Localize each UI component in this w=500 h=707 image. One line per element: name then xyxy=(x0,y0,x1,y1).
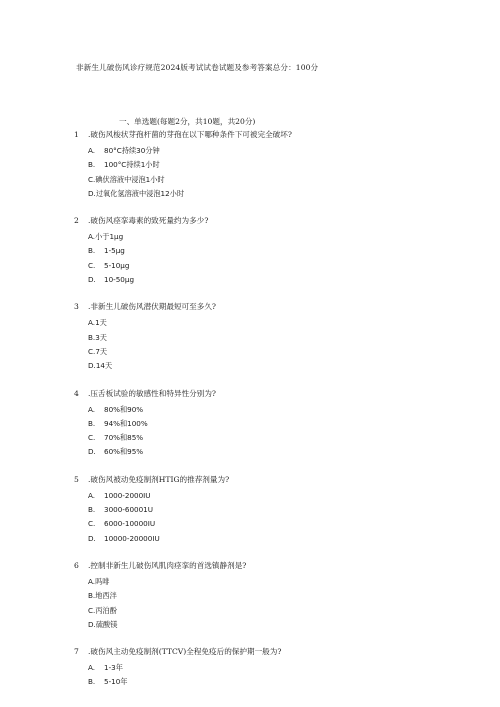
option-letter: C. xyxy=(88,174,96,184)
answer-option xyxy=(74,359,474,373)
option-letter: A. xyxy=(88,576,96,586)
option-list xyxy=(74,144,474,201)
question-stem xyxy=(74,388,474,400)
option-text: 3天 xyxy=(95,332,107,342)
question-stem xyxy=(74,129,474,141)
option-text: 小于1μg xyxy=(95,232,124,242)
answer-option xyxy=(74,331,474,345)
answer-option xyxy=(74,532,474,546)
question-item xyxy=(74,215,474,287)
question-number: 2 xyxy=(74,216,79,226)
option-letter: C. xyxy=(88,519,96,529)
answer-option xyxy=(74,661,474,675)
option-list xyxy=(74,403,474,460)
option-letter: D. xyxy=(88,188,96,198)
answer-option xyxy=(74,316,474,330)
question-number: 4 xyxy=(74,388,79,398)
option-letter: C. xyxy=(88,433,96,443)
option-letter: A. xyxy=(88,404,96,414)
answer-option xyxy=(74,445,474,459)
question-item xyxy=(74,388,474,460)
option-letter: A. xyxy=(88,318,96,328)
question-text: .压舌板试验的敏感性和特异性分别为? xyxy=(88,388,216,398)
option-text: 1-3年 xyxy=(104,663,123,673)
option-text: 1天 xyxy=(95,318,107,328)
question-text: .破伤风被动免疫制剂HTIG的推荐剂量为? xyxy=(88,474,230,484)
answer-option xyxy=(74,187,474,201)
option-letter: B. xyxy=(88,591,96,601)
option-text: 14天 xyxy=(95,361,113,371)
question-number: 6 xyxy=(74,560,79,570)
question-text: .破伤风痉挛毒素的致死量约为多少? xyxy=(88,216,209,226)
question-text: .控制非新生儿破伤风肌肉痉挛的首选镇静剂是? xyxy=(88,560,247,570)
question-number: 3 xyxy=(74,302,79,312)
answer-option xyxy=(74,589,474,603)
option-letter: A. xyxy=(88,663,96,673)
question-stem xyxy=(74,646,474,658)
answer-option xyxy=(74,431,474,445)
question-item xyxy=(74,646,474,690)
option-text: 6000-10000IU xyxy=(104,519,156,529)
answer-option xyxy=(74,345,474,359)
option-letter: D. xyxy=(88,275,96,285)
option-text: 70%和85% xyxy=(104,433,144,443)
question-item xyxy=(74,560,474,632)
option-letter: D. xyxy=(88,619,96,629)
answer-option xyxy=(74,417,474,431)
question-item xyxy=(74,129,474,201)
answer-option xyxy=(74,273,474,287)
option-letter: D. xyxy=(88,447,96,457)
answer-option xyxy=(74,575,474,589)
option-text: 3000-60001U xyxy=(104,505,154,515)
option-text: 10-50μg xyxy=(104,275,135,285)
answer-option xyxy=(74,259,474,273)
option-list xyxy=(74,230,474,287)
answer-option xyxy=(74,489,474,503)
option-text: 丙泊酚 xyxy=(95,605,117,615)
option-text: 60%和95% xyxy=(104,447,144,457)
option-letter: A. xyxy=(88,490,96,500)
answer-option xyxy=(74,675,474,689)
question-number: 5 xyxy=(74,474,79,484)
option-letter: C. xyxy=(88,260,96,270)
answer-option xyxy=(74,618,474,632)
option-letter: D. xyxy=(88,361,96,371)
option-letter: A. xyxy=(88,232,96,242)
option-letter: C. xyxy=(88,605,96,615)
option-text: 硫酸镁 xyxy=(95,619,118,629)
option-letter: B. xyxy=(88,677,96,687)
option-letter: A. xyxy=(88,146,96,155)
question-item xyxy=(74,301,474,373)
option-letter: B. xyxy=(88,332,96,342)
option-letter: B. xyxy=(88,418,96,428)
option-text: 1000-2000IU xyxy=(104,490,151,500)
option-text: 100°C持续1小时 xyxy=(104,160,160,170)
question-text: .破伤风主动免疫制剂(TTCV)全程免疫后的保护期一般为? xyxy=(88,647,282,657)
option-list xyxy=(74,316,474,373)
option-letter: D. xyxy=(88,533,96,543)
option-text: 5-10μg xyxy=(104,260,130,270)
answer-option xyxy=(74,403,474,417)
section-heading: 一、单选题(每题2分，共10题，共20分) xyxy=(119,117,256,126)
answer-option xyxy=(74,230,474,244)
question-stem xyxy=(74,215,474,227)
option-text: 94%和100% xyxy=(104,418,148,428)
option-text: 10000-20000IU xyxy=(104,533,160,543)
answer-option xyxy=(74,173,474,187)
question-number: 7 xyxy=(74,647,79,657)
document-title: 非新生儿破伤风诊疗规范2024版考试试卷试题及参考答案总分：100分 xyxy=(76,63,319,72)
option-text: 地西泮 xyxy=(95,591,117,601)
option-list xyxy=(74,661,474,690)
option-text: 80%和90% xyxy=(104,404,144,414)
answer-option xyxy=(74,604,474,618)
option-list xyxy=(74,489,474,546)
option-letter: B. xyxy=(88,505,96,515)
option-text: 80°C持续30分钟 xyxy=(104,146,160,155)
option-letter: B. xyxy=(88,160,96,170)
option-text: 5-10年 xyxy=(104,677,128,687)
answer-option xyxy=(74,517,474,531)
question-item xyxy=(74,474,474,546)
answer-option xyxy=(74,503,474,517)
option-text: 碘伏溶液中浸泡1小时 xyxy=(95,174,165,184)
question-text: .非新生儿破伤风潜伏期最短可至多久? xyxy=(88,302,216,312)
option-text: 1-5μg xyxy=(104,246,125,256)
option-text: 7天 xyxy=(95,346,108,356)
option-list xyxy=(74,575,474,632)
question-stem xyxy=(74,474,474,486)
question-list xyxy=(74,129,474,704)
question-stem xyxy=(74,560,474,572)
option-text: 吗啡 xyxy=(95,576,110,586)
question-text: .破伤风梭状芽孢杆菌的芽孢在以下哪种条件下可被完全破坏? xyxy=(88,130,292,139)
option-text: 过氧化氢溶液中浸泡12小时 xyxy=(95,188,185,198)
answer-option xyxy=(74,244,474,258)
option-letter: C. xyxy=(88,346,96,356)
answer-option xyxy=(74,144,474,158)
question-stem xyxy=(74,301,474,313)
answer-option xyxy=(74,158,474,172)
option-letter: B. xyxy=(88,246,96,256)
question-number: 1 xyxy=(74,130,79,139)
